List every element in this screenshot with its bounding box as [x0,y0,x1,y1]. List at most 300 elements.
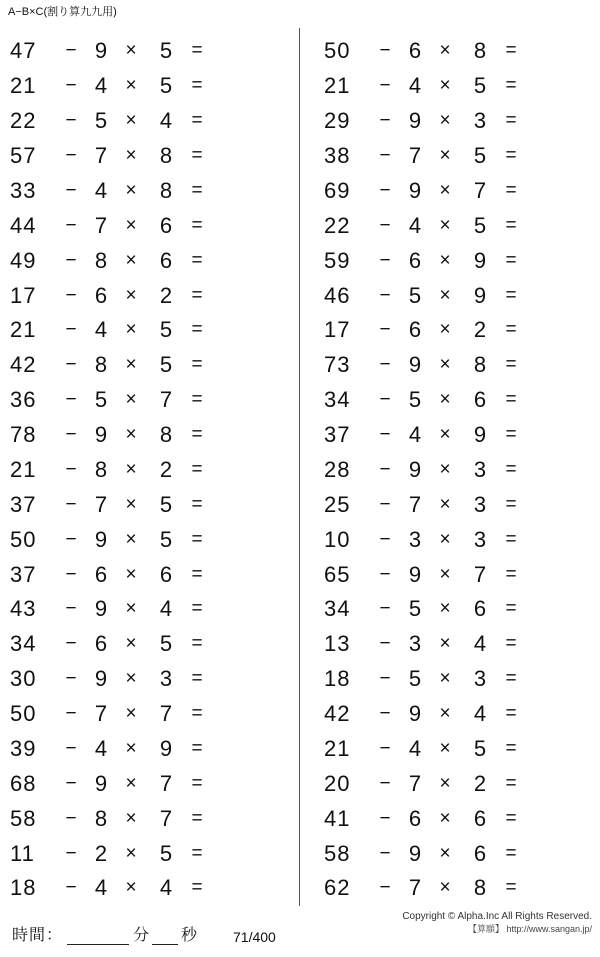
operand-b: 7 [94,143,108,169]
times-operator: × [439,354,451,376]
operand-b: 9 [94,666,108,692]
equals-sign: = [505,877,517,899]
operand-b: 7 [94,212,108,238]
problem-row [10,69,287,104]
minus-operator: − [65,214,77,236]
time-label: 時間： [12,927,64,944]
equals-sign: = [505,633,517,655]
equals-sign: = [191,179,203,201]
operand-c: 9 [473,422,487,448]
times-operator: × [439,179,451,201]
problem-row [10,34,287,69]
equals-sign: = [191,110,203,132]
operand-c: 8 [473,875,487,901]
times-operator: × [125,319,137,341]
operand-c: 7 [473,177,487,203]
minutes-input-blank[interactable] [67,926,129,945]
equals-sign: = [191,528,203,550]
problem-row [324,208,590,243]
problem-row [324,453,590,488]
times-operator: × [125,737,137,759]
equals-sign: = [191,493,203,515]
operand-c: 5 [159,840,173,866]
operand-a: 44 [10,212,37,238]
operand-a: 73 [324,352,351,378]
minus-operator: − [379,528,391,550]
operand-b: 9 [408,561,422,587]
times-operator: × [125,598,137,620]
equals-sign: = [505,354,517,376]
operand-a: 50 [324,38,351,64]
operand-b: 9 [408,352,422,378]
operand-c: 6 [159,247,173,273]
operand-c: 6 [473,596,487,622]
operand-c: 3 [473,666,487,692]
operand-a: 38 [324,143,351,169]
operand-c: 9 [473,247,487,273]
operand-a: 49 [10,247,37,273]
minus-operator: − [379,110,391,132]
equals-sign: = [505,842,517,864]
equals-sign: = [191,458,203,480]
operand-b: 6 [408,805,422,831]
times-operator: × [439,110,451,132]
minus-operator: − [65,877,77,899]
problem-row [324,383,590,418]
problem-row [10,278,287,313]
equals-sign: = [191,214,203,236]
operand-b: 6 [408,317,422,343]
equals-sign: = [505,179,517,201]
problem-row [10,487,287,522]
times-operator: × [439,737,451,759]
times-operator: × [125,772,137,794]
equals-sign: = [191,807,203,829]
operand-c: 2 [473,317,487,343]
operand-a: 50 [10,701,37,727]
equals-sign: = [505,284,517,306]
operand-a: 62 [324,875,351,901]
problem-row [324,34,590,69]
equals-sign: = [505,424,517,446]
problem-row [324,418,590,453]
equals-sign: = [191,354,203,376]
equals-sign: = [191,249,203,271]
times-operator: × [439,458,451,480]
operand-b: 9 [408,456,422,482]
minus-operator: − [379,354,391,376]
equals-sign: = [191,424,203,446]
minus-operator: − [65,842,77,864]
operand-c: 7 [159,805,173,831]
problem-row [324,697,590,732]
operand-a: 21 [10,73,37,99]
copyright-notice [402,911,592,935]
problem-row [324,732,590,767]
equals-sign: = [505,563,517,585]
minus-operator: − [65,633,77,655]
minus-operator: − [65,458,77,480]
problem-row [10,592,287,627]
operand-a: 47 [10,38,37,64]
times-operator: × [125,528,137,550]
operand-a: 13 [324,631,351,657]
times-operator: × [439,877,451,899]
operand-c: 6 [159,212,173,238]
time-entry-area [12,922,197,945]
operand-a: 18 [324,666,351,692]
operand-c: 7 [159,770,173,796]
equals-sign: = [191,598,203,620]
operand-a: 29 [324,108,351,134]
operand-b: 4 [408,735,422,761]
times-operator: × [125,284,137,306]
problem-row [10,522,287,557]
equals-sign: = [191,40,203,62]
times-operator: × [125,75,137,97]
operand-b: 7 [94,491,108,517]
operand-b: 4 [94,177,108,203]
operand-a: 34 [324,387,351,413]
operand-a: 25 [324,491,351,517]
problem-row [10,139,287,174]
operand-b: 9 [408,108,422,134]
operand-b: 9 [94,770,108,796]
equals-sign: = [505,668,517,690]
operand-c: 5 [473,73,487,99]
problem-row [324,174,590,209]
problem-row [10,801,287,836]
minus-operator: − [379,179,391,201]
minus-operator: − [65,598,77,620]
problem-row [10,871,287,906]
operand-b: 9 [94,526,108,552]
operand-a: 34 [10,631,37,657]
operand-c: 5 [159,317,173,343]
equals-sign: = [191,668,203,690]
minus-operator: − [65,319,77,341]
times-operator: × [439,319,451,341]
operand-b: 5 [408,282,422,308]
times-operator: × [125,145,137,167]
operand-b: 9 [94,422,108,448]
minus-operator: − [379,249,391,271]
times-operator: × [439,633,451,655]
minus-operator: − [379,75,391,97]
times-operator: × [125,703,137,725]
times-operator: × [439,214,451,236]
times-operator: × [439,528,451,550]
operand-b: 5 [408,666,422,692]
problem-row [324,766,590,801]
minus-operator: − [65,772,77,794]
operand-b: 4 [408,422,422,448]
operand-c: 8 [473,38,487,64]
operand-c: 3 [473,526,487,552]
operand-b: 5 [408,596,422,622]
operand-c: 3 [159,666,173,692]
equals-sign: = [505,528,517,550]
operand-b: 6 [94,561,108,587]
problem-row [324,278,590,313]
site-url: 【算願】 http://www.sangan.jp/ [467,923,592,934]
operand-c: 5 [159,631,173,657]
minus-operator: − [379,493,391,515]
minus-operator: − [65,40,77,62]
problem-row [10,662,287,697]
operand-a: 59 [324,247,351,273]
equals-sign: = [505,319,517,341]
equals-sign: = [505,145,517,167]
operand-c: 4 [473,701,487,727]
times-operator: × [439,668,451,690]
problem-row [324,871,590,906]
operand-b: 9 [94,38,108,64]
equals-sign: = [505,389,517,411]
operand-b: 7 [94,701,108,727]
operand-a: 22 [10,108,37,134]
minus-operator: − [379,458,391,480]
times-operator: × [125,354,137,376]
page-number: 71/400 [233,929,276,945]
operand-c: 6 [473,805,487,831]
operand-c: 5 [159,73,173,99]
minus-operator: − [379,424,391,446]
minus-operator: − [379,737,391,759]
operand-a: 65 [324,561,351,587]
operand-c: 6 [159,561,173,587]
problem-row [10,104,287,139]
times-operator: × [125,179,137,201]
operand-b: 7 [408,770,422,796]
operand-a: 22 [324,212,351,238]
operand-b: 8 [94,805,108,831]
operand-b: 6 [408,247,422,273]
equals-sign: = [505,458,517,480]
operand-c: 6 [473,387,487,413]
minus-operator: − [65,110,77,132]
operand-a: 46 [324,282,351,308]
problem-row [10,732,287,767]
equals-sign: = [505,703,517,725]
times-operator: × [439,40,451,62]
times-operator: × [125,563,137,585]
operand-b: 9 [94,596,108,622]
operand-a: 17 [10,282,37,308]
problem-row [10,383,287,418]
operand-a: 37 [10,491,37,517]
times-operator: × [439,145,451,167]
times-operator: × [125,633,137,655]
equals-sign: = [191,145,203,167]
operand-b: 9 [408,177,422,203]
operand-b: 5 [408,387,422,413]
equals-sign: = [505,737,517,759]
copyright-text: Copyright © Alpha.Inc All Rights Reserved. [402,911,592,923]
problem-row [10,313,287,348]
operand-b: 8 [94,247,108,273]
operand-b: 9 [408,840,422,866]
equals-sign: = [191,389,203,411]
operand-c: 2 [473,770,487,796]
times-operator: × [125,40,137,62]
operand-b: 4 [94,875,108,901]
operand-a: 36 [10,387,37,413]
minus-operator: − [65,354,77,376]
times-operator: × [125,877,137,899]
operand-c: 7 [159,387,173,413]
minus-operator: − [379,877,391,899]
minus-operator: − [65,528,77,550]
times-operator: × [439,563,451,585]
problem-row [10,627,287,662]
operand-c: 8 [159,422,173,448]
problem-row [10,174,287,209]
operand-a: 58 [324,840,351,866]
times-operator: × [439,807,451,829]
times-operator: × [125,249,137,271]
operand-a: 20 [324,770,351,796]
operand-a: 21 [10,317,37,343]
operand-c: 5 [473,735,487,761]
operand-b: 2 [94,840,108,866]
times-operator: × [439,772,451,794]
problem-row [10,418,287,453]
minus-operator: − [379,389,391,411]
minus-operator: − [379,598,391,620]
problem-row [324,243,590,278]
problem-column-right [300,28,600,906]
equals-sign: = [191,319,203,341]
equals-sign: = [505,214,517,236]
page-footer [0,905,600,957]
operand-b: 7 [408,491,422,517]
problem-row [324,627,590,662]
operand-c: 5 [473,212,487,238]
problem-row [10,697,287,732]
equals-sign: = [191,737,203,759]
operand-a: 50 [10,526,37,552]
operand-c: 9 [159,735,173,761]
page-title: A−B×C(割り算九九用) [8,6,117,18]
operand-a: 41 [324,805,351,831]
operand-c: 8 [159,143,173,169]
equals-sign: = [505,75,517,97]
times-operator: × [125,493,137,515]
operand-c: 8 [159,177,173,203]
operand-c: 3 [473,108,487,134]
operand-a: 78 [10,422,37,448]
problem-column-left [0,28,300,906]
times-operator: × [125,389,137,411]
operand-a: 37 [10,561,37,587]
operand-c: 4 [159,875,173,901]
times-operator: × [439,389,451,411]
operand-c: 5 [159,352,173,378]
operand-b: 3 [408,526,422,552]
operand-c: 5 [159,526,173,552]
problem-row [10,208,287,243]
times-operator: × [439,424,451,446]
times-operator: × [125,668,137,690]
minus-operator: − [65,284,77,306]
equals-sign: = [505,110,517,132]
equals-sign: = [505,493,517,515]
operand-c: 4 [159,596,173,622]
operand-b: 5 [94,387,108,413]
operand-c: 5 [159,38,173,64]
minutes-unit-label: 分 [133,927,150,944]
minus-operator: − [65,668,77,690]
operand-b: 6 [94,282,108,308]
minus-operator: − [65,179,77,201]
operand-b: 9 [408,701,422,727]
problem-row [10,348,287,383]
operand-a: 17 [324,317,351,343]
problem-row [324,557,590,592]
equals-sign: = [505,807,517,829]
operand-c: 7 [159,701,173,727]
equals-sign: = [191,563,203,585]
minus-operator: − [379,145,391,167]
minus-operator: − [65,703,77,725]
equals-sign: = [505,598,517,620]
times-operator: × [125,458,137,480]
minus-operator: − [379,319,391,341]
minus-operator: − [65,737,77,759]
operand-c: 6 [473,840,487,866]
minus-operator: − [379,40,391,62]
problem-row [324,801,590,836]
minus-operator: − [379,772,391,794]
seconds-input-blank[interactable] [152,926,178,945]
equals-sign: = [191,842,203,864]
equals-sign: = [191,877,203,899]
operand-a: 21 [324,73,351,99]
times-operator: × [125,214,137,236]
operand-a: 33 [10,177,37,203]
operand-b: 7 [408,875,422,901]
operand-b: 5 [94,108,108,134]
problem-row [324,313,590,348]
minus-operator: − [65,75,77,97]
problem-row [324,69,590,104]
operand-b: 7 [408,143,422,169]
operand-a: 58 [10,805,37,831]
problem-row [324,662,590,697]
equals-sign: = [191,633,203,655]
times-operator: × [439,493,451,515]
equals-sign: = [191,284,203,306]
equals-sign: = [191,772,203,794]
minus-operator: − [379,214,391,236]
operand-b: 4 [408,212,422,238]
operand-c: 3 [473,456,487,482]
operand-a: 42 [10,352,37,378]
operand-b: 4 [94,317,108,343]
operand-a: 18 [10,875,37,901]
operand-b: 4 [94,73,108,99]
minus-operator: − [65,807,77,829]
minus-operator: − [65,389,77,411]
equals-sign: = [505,249,517,271]
operand-c: 5 [159,491,173,517]
operand-c: 2 [159,282,173,308]
equals-sign: = [505,40,517,62]
operand-b: 3 [408,631,422,657]
minus-operator: − [379,284,391,306]
operand-b: 4 [94,735,108,761]
